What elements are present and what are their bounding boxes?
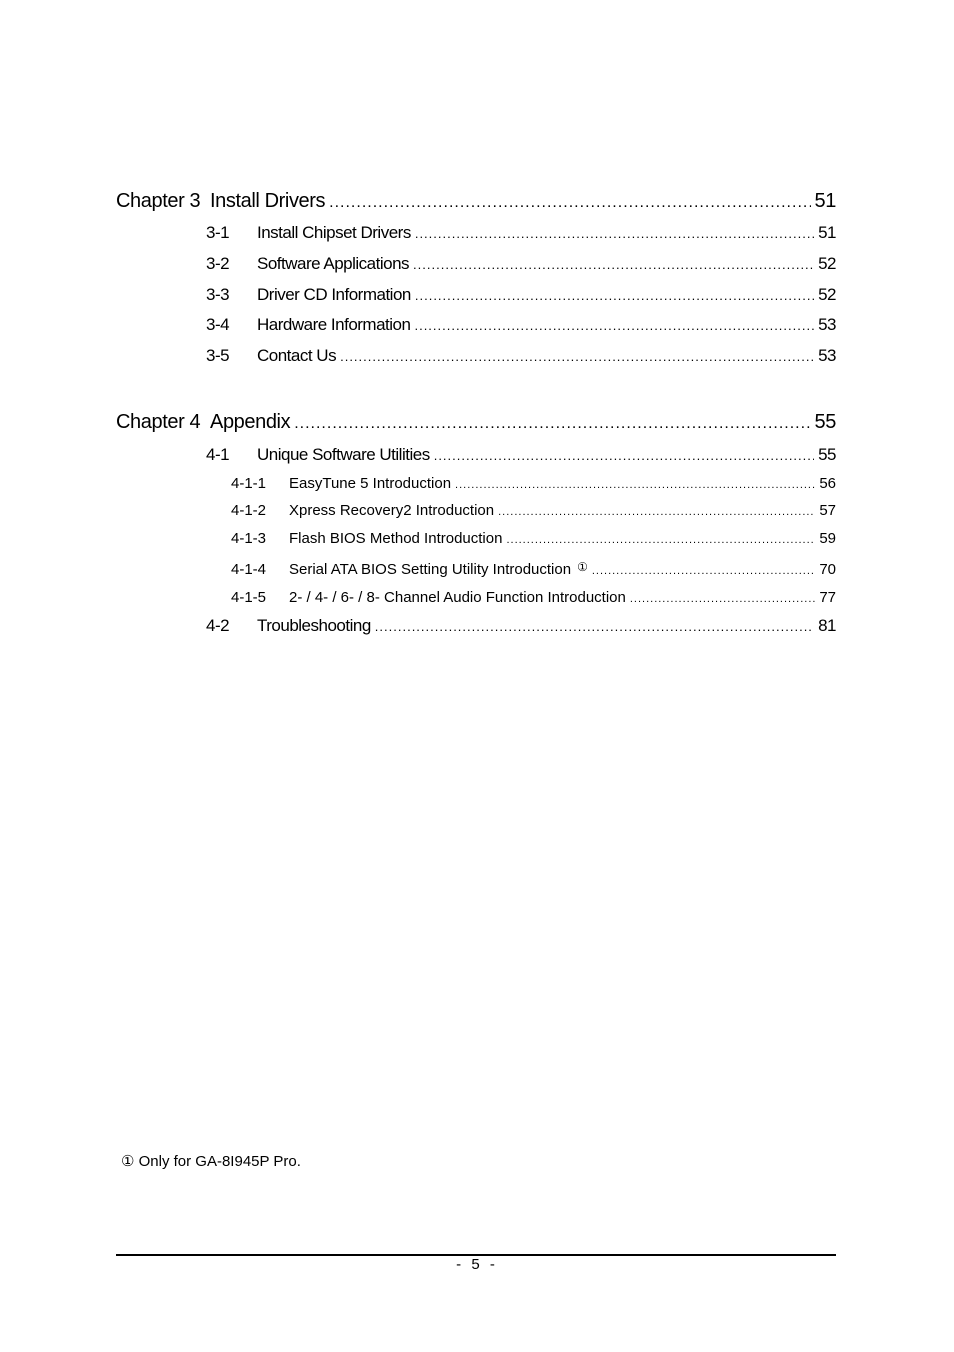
- section-title: Install Chipset Drivers: [257, 223, 411, 242]
- dot-leader: [498, 506, 815, 518]
- toc-section-3-2[interactable]: [206, 254, 836, 274]
- section-number: 3-1: [206, 223, 230, 242]
- toc-subsection-4-1-2[interactable]: [231, 502, 836, 519]
- page-number: 55: [814, 411, 836, 433]
- section-number: 3-3: [206, 285, 230, 304]
- page-number: 53: [818, 346, 836, 365]
- subsection-number: 4-1-2: [231, 502, 267, 519]
- page-number: 70: [819, 561, 836, 578]
- section-title: Hardware Information: [257, 315, 411, 334]
- section-number: 4-1: [206, 445, 230, 464]
- dot-leader: [414, 318, 814, 333]
- page-number: 81: [818, 616, 836, 635]
- subsection-title: Serial ATA BIOS Setting Utility Introduction: [289, 561, 572, 578]
- subsection-number: 4-1-1: [231, 475, 267, 492]
- toc-chapter-3[interactable]: [116, 190, 836, 213]
- toc-subsection-4-1-3[interactable]: [231, 530, 836, 547]
- dot-leader: [434, 448, 814, 463]
- section-number: 3-2: [206, 254, 230, 273]
- dot-leader: [455, 479, 815, 491]
- toc-subsection-4-1-5[interactable]: [231, 589, 836, 606]
- subsection-number: 4-1-3: [231, 530, 267, 547]
- page-number: 52: [818, 285, 836, 304]
- footnote-marker: ①: [577, 560, 588, 574]
- dot-leader: [329, 194, 810, 212]
- toc-chapter-4[interactable]: [116, 411, 836, 434]
- page-number: 51: [814, 190, 836, 212]
- section-title: Unique Software Utilities: [257, 445, 430, 464]
- dot-leader: [415, 226, 814, 241]
- toc-section-4-2[interactable]: [206, 616, 836, 636]
- dot-leader: [592, 565, 815, 577]
- dot-leader: [413, 257, 814, 272]
- subsection-title: Flash BIOS Method Introduction: [289, 530, 503, 547]
- page-number: 51: [818, 223, 836, 242]
- dot-leader: [415, 288, 814, 303]
- toc-section-3-3[interactable]: [206, 285, 836, 305]
- dot-leader: [506, 534, 815, 546]
- subsection-title: Xpress Recovery2 Introduction: [289, 502, 495, 519]
- section-number: 3-5: [206, 346, 230, 365]
- toc-subsection-4-1-4[interactable]: [231, 561, 836, 578]
- footnote: ① Only for GA-8I945P Pro.: [121, 1153, 301, 1170]
- toc-section-3-5[interactable]: [206, 346, 836, 366]
- dot-leader: [340, 349, 814, 364]
- subsection-number: 4-1-5: [231, 589, 267, 606]
- section-title: Driver CD Information: [257, 285, 411, 304]
- dot-leader: [294, 415, 810, 433]
- toc-subsection-4-1-1[interactable]: [231, 475, 836, 492]
- footer-page-number: - 5 -: [456, 1256, 498, 1273]
- subsection-title: 2- / 4- / 6- / 8- Channel Audio Function Introduction: [289, 589, 626, 606]
- section-title: Troubleshooting: [257, 616, 371, 635]
- subsection-number: 4-1-4: [231, 561, 267, 578]
- toc-section-4-1[interactable]: [206, 445, 836, 465]
- section-number: 4-2: [206, 616, 230, 635]
- page-number: 57: [819, 502, 836, 519]
- section-title: Software Applications: [257, 254, 410, 273]
- page-number: 77: [819, 589, 836, 606]
- toc-section-3-1[interactable]: [206, 223, 836, 243]
- page-number: 53: [818, 315, 836, 334]
- chapter-label: Chapter 4: [116, 411, 201, 433]
- chapter-label: Chapter 3: [116, 190, 201, 212]
- section-title: Contact Us: [257, 346, 337, 365]
- page-number: 56: [819, 475, 836, 492]
- dot-leader: [375, 619, 814, 634]
- chapter-title: Appendix: [210, 411, 291, 433]
- section-number: 3-4: [206, 315, 230, 334]
- page-number: 55: [818, 445, 836, 464]
- toc-section-3-4[interactable]: [206, 315, 836, 335]
- page-number: 52: [818, 254, 836, 273]
- chapter-title: Install Drivers: [210, 190, 326, 212]
- subsection-title: EasyTune 5 Introduction: [289, 475, 452, 492]
- dot-leader: [630, 593, 815, 605]
- page-number: 59: [819, 530, 836, 547]
